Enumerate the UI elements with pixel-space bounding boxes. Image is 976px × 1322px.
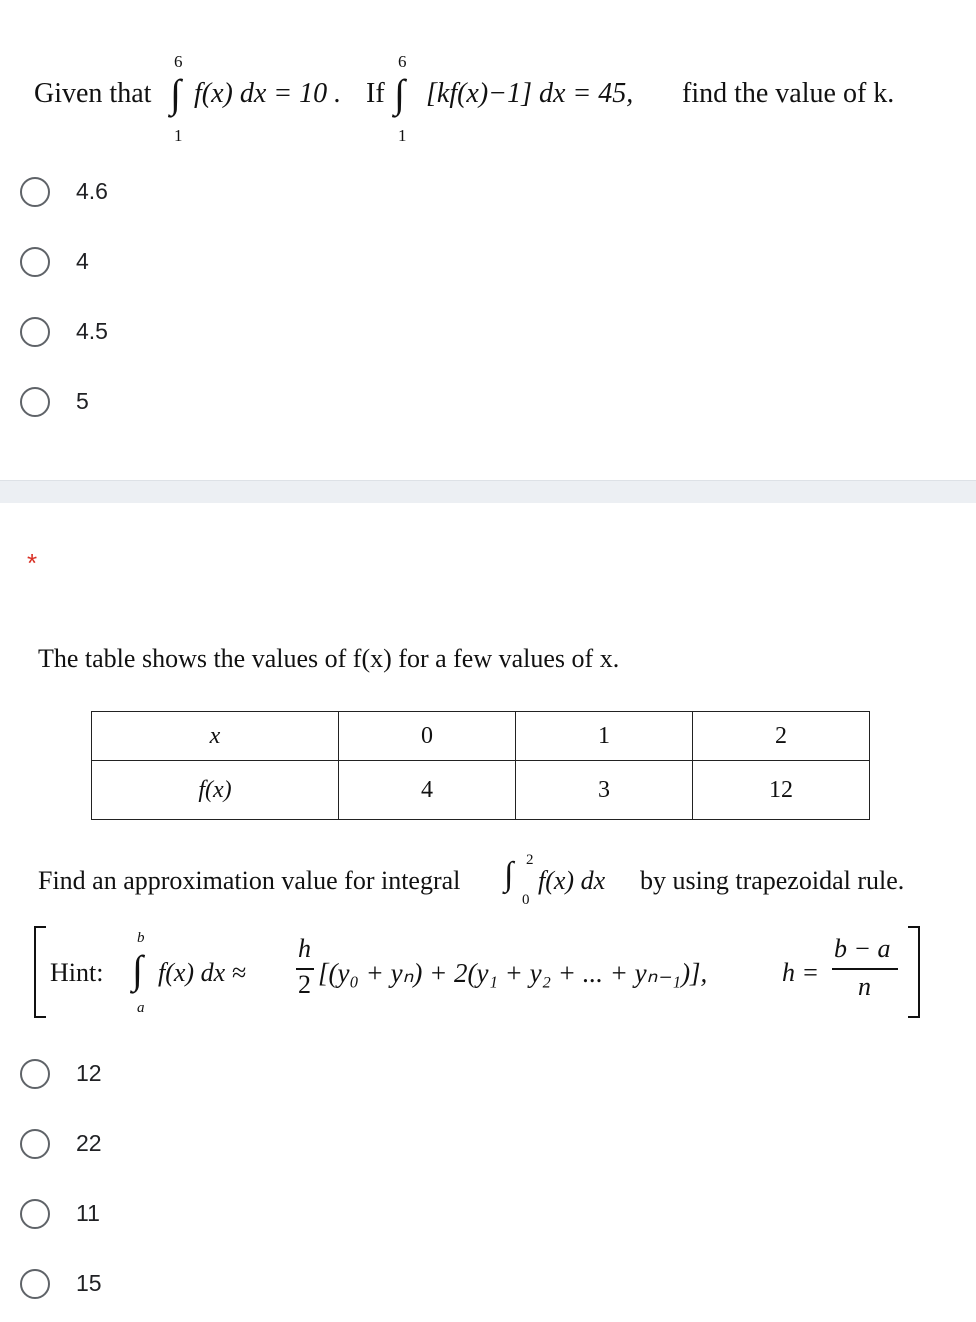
q1-option-1[interactable] [20, 176, 320, 216]
table-cell: 1 [516, 712, 693, 761]
radio-button[interactable] [20, 1199, 50, 1229]
q1-option-2[interactable] [20, 246, 320, 286]
find-end-text: by using trapezoidal rule. [640, 866, 905, 895]
integral-sign-icon: ∫ [132, 947, 143, 992]
radio-button[interactable] [20, 317, 50, 347]
option-label: 4 [76, 248, 89, 274]
find-text: Find an approximation value for integral [38, 866, 461, 895]
q1-option-3[interactable] [20, 316, 320, 356]
table-cell: 0 [339, 712, 516, 761]
integral-1-lower-limit: 1 [174, 126, 183, 145]
find-integrand: f(x) dx [538, 866, 606, 895]
q2-option-1[interactable] [20, 1058, 320, 1098]
hint-box [30, 926, 930, 1018]
option-label: 11 [76, 1200, 100, 1226]
option-label: 22 [76, 1130, 102, 1156]
stem-end-text: find the value of k. [682, 78, 895, 109]
table-cell: 3 [516, 761, 693, 820]
q2-option-4[interactable] [20, 1268, 320, 1308]
hint-fraction-numerator: b − a [834, 934, 891, 963]
radio-button[interactable] [20, 387, 50, 417]
hint-fraction-denominator: n [858, 972, 871, 1001]
table-row [92, 761, 870, 820]
table-row [92, 712, 870, 761]
table-cell: 2 [693, 712, 870, 761]
required-asterisk: * [27, 548, 38, 578]
hint-bracket-expression: [(y₀ + yₙ) + 2(y₁ + y₂ + ... + yₙ₋₁)], [318, 958, 708, 988]
table-cell: 12 [693, 761, 870, 820]
values-table [91, 711, 870, 820]
integral-sign-icon: ∫ [394, 71, 405, 116]
radio-button[interactable] [20, 247, 50, 277]
hint-label: Hint: [50, 958, 104, 987]
hint-h-equals: h = [782, 958, 820, 987]
q2-option-3[interactable] [20, 1198, 320, 1238]
option-label: 4.6 [76, 178, 108, 204]
integral-2-lower-limit: 1 [398, 126, 407, 145]
option-label: 12 [76, 1060, 102, 1086]
stem-given-text: Given that [34, 78, 152, 109]
hint-h-numerator: h [298, 934, 311, 963]
find-lower-limit: 0 [522, 892, 530, 908]
radio-button[interactable] [20, 1059, 50, 1089]
integral-1-integrand: f(x) dx = 10 . [194, 78, 342, 109]
question-2-intro: The table shows the values of f(x) for a few values of x. [38, 644, 620, 673]
option-label: 4.5 [76, 318, 108, 344]
left-bracket [34, 926, 46, 1018]
right-bracket [908, 926, 920, 1018]
stem-if-text: If [366, 78, 385, 109]
table-cell: x [92, 712, 339, 761]
hint-upper-limit: b [137, 930, 145, 946]
integral-2-integrand: [kf(x)−1] dx = 45, [426, 78, 634, 109]
option-label: 5 [76, 388, 89, 414]
q2-option-2[interactable] [20, 1128, 320, 1168]
table-cell: 4 [339, 761, 516, 820]
hint-h-denominator: 2 [298, 970, 311, 999]
option-label: 15 [76, 1270, 102, 1296]
table-cell: f(x) [92, 761, 339, 820]
hint-integrand: f(x) dx ≈ [158, 958, 246, 987]
integral-sign-icon: ∫ [170, 71, 181, 116]
hint-lower-limit: a [137, 1000, 145, 1016]
section-divider [0, 480, 976, 503]
integral-2-upper-limit: 6 [398, 52, 407, 71]
question-1-stem [34, 44, 954, 154]
q1-option-4[interactable] [20, 386, 320, 426]
find-upper-limit: 2 [526, 852, 534, 868]
question-2-find [38, 852, 958, 920]
integral-1-upper-limit: 6 [174, 52, 183, 71]
radio-button[interactable] [20, 1129, 50, 1159]
radio-button[interactable] [20, 1269, 50, 1299]
integral-sign-icon: ∫ [504, 856, 514, 893]
radio-button[interactable] [20, 177, 50, 207]
fraction-bar [832, 968, 898, 970]
